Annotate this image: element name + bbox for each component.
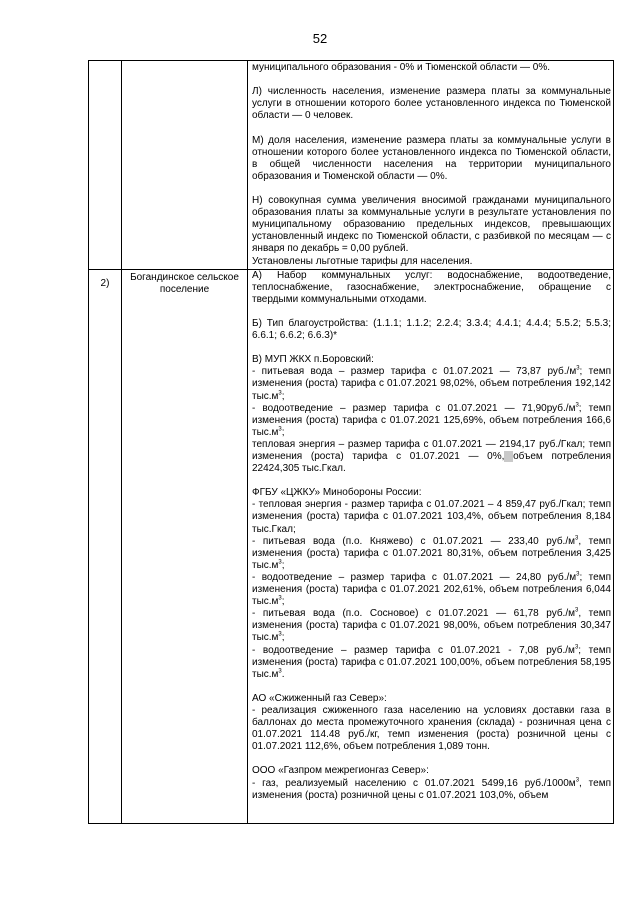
tariff-line: - питьевая вода (п.о. Сосновое) с 01.07.2021 — 61,78 $руб./м^3$, темп изменения (роста) тарифа с 01.07.2021 98,00%, объем потребления 30,347 $тыс.м^3$;: [252, 607, 611, 644]
services-set: А) Набор коммунальных услуг: водоснабжение, водоотведение, теплоснабжение, газоснабжение, электроснабжение, обращение с твердыми коммунальными отходами.: [252, 269, 611, 305]
tariff-line: тепловая энергия – размер тарифа с 01.07.2021 — 2194,17 руб./Гкал; темп изменения (роста) тарифа с 01.07.2021 — 0%, объем потребления 22424,305 тыс.Гкал.: [252, 438, 612, 475]
tariff-line: - реализация сжиженного газа населению на условиях доставки газа в баллонах до места промежуточного хранения (склада) - розничная цена с 01.07.2021 114.48 руб./кг, темп изменения (роста) розничной цены с 01.07.2021 112,6%, объем потребления 1,089 тонн.: [252, 704, 611, 753]
tariff-line: - питьевая вода – размер тарифа с 01.07.2021 — 73,87 $руб./м^3$; темп изменения (роста) тарифа с 01.07.2021 98,02%, объем потребления 192,142 $тыс.м^3$;: [252, 366, 611, 402]
tariff-line: - газ, реализуемый населению с 01.07.2021 5499,16 $руб./1000м^3$, темп изменения (роста) розничной цены с 01.07.2021 103,0%, объем: [252, 777, 611, 801]
paragraph-l: Л) численность населения, изменение размера платы за коммунальные услуги в отношении которого более установленного индекса по Тюменской области — 0 человек.: [252, 86, 611, 122]
paragraph-benefits: Установлены льготные тарифы для населения.: [252, 255, 473, 267]
tariff-table: [88, 60, 614, 824]
tariff-line: - водоотведение – размер тарифа с 01.07.2021 - 7,08 $руб./м^3$; темп изменения (роста) тарифа с 01.07.2021 100,00%, объем потребления 58,195 $тыс.м^3$.: [252, 644, 611, 680]
settlement-name-cell: [122, 61, 248, 270]
tariff-line: - водоотведение – размер тарифа с 01.07.2021 — $71,90руб./м^3$; темп изменения (роста) тарифа с 01.07.2021 125,69%, объем потребления 166,6 $тыс.м^3$;: [252, 402, 611, 438]
paragraph-n: Н) совокупная сумма увеличения вносимой гражданами муниципального образования платы за коммунальные услуги в результате установления по муниципальному образованию предельных индексов, превышающих установленный индекс по Тюменской области, с разбивкой по месяцам — с января по декабрь = 0,00 рублей.: [252, 195, 611, 255]
table-row: [89, 61, 614, 270]
tariff-line: - питьевая вода (п.о. Княжево) с 01.07.2021 — 233,40 $руб./м^3$, темп изменения (роста) тарифа с 01.07.2021 80,31%, объем потребления 3,425 $тыс.м^3$;: [252, 535, 611, 571]
provider-heading: ФГБУ «ЦЖКУ» Минобороны России:: [252, 487, 422, 499]
description-cell: [248, 61, 614, 270]
paragraph-m: М) доля населения, изменение размера платы за коммунальные услуги в отношении которого более установленного индекса по Тюменской области, в общей численности населения на территории муниципального образования и Тюменской области — 0%.: [252, 134, 611, 182]
description-cell: [248, 269, 614, 823]
page-number: 52: [312, 31, 328, 46]
settlement-name-cell: Богандинское сельское поселение: [122, 269, 248, 823]
tariff-line: - тепловая энергия - размер тарифа с 01.07.2021 – 4 859,47 руб./Гкал; темп изменения (роста) тарифа с 01.07.2021 103,4%, объем потребления 8,184 тыс.Гкал;: [252, 499, 611, 535]
paragraph: муниципального образования - 0% и Тюменской области — 0%.: [252, 62, 551, 73]
tariff-line: - водоотведение – размер тарифа с 01.07.2021 — 24,80 $руб./м^3$; темп изменения (роста) тарифа с 01.07.2021 202,61%, объем потребления 6,044 $тыс.м^3$;: [252, 571, 611, 608]
provider-heading: АО «Сжиженный газ Север»:: [252, 692, 387, 704]
provider-heading: ООО «Газпром межрегионгаз Север»:: [252, 765, 429, 777]
provider-heading: В) МУП ЖКХ п.Боровский:: [252, 354, 374, 366]
table-row: [89, 269, 614, 823]
row-number-cell: [89, 61, 122, 270]
improvement-type: Б) Тип благоустройства: (1.1.1; 1.1.2; 2.2.4; 3.3.4; 4.4.1; 4.4.4; 5.5.2; 5.5.3; 6.6.1; 6.6.2; 6.6.3)*: [252, 317, 611, 342]
row-number-cell: 2): [89, 269, 122, 823]
